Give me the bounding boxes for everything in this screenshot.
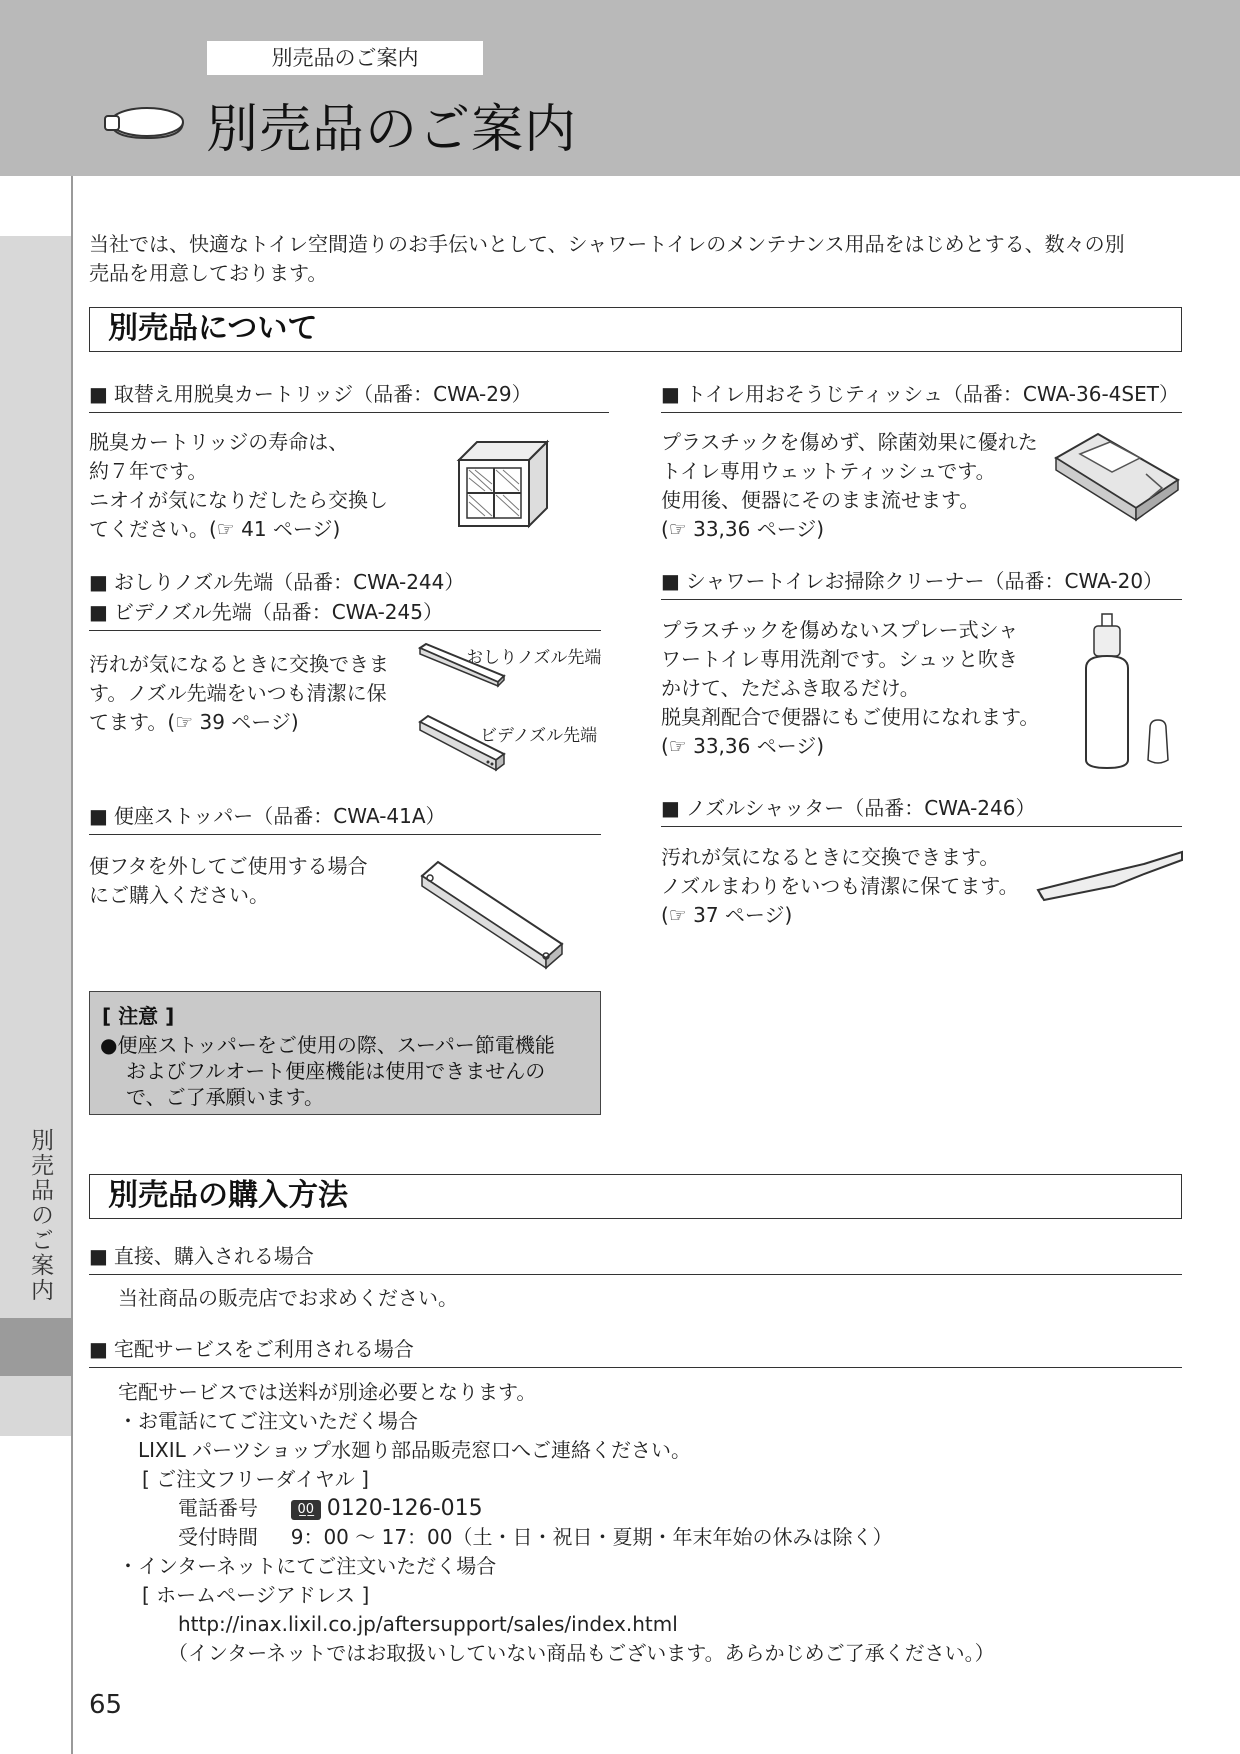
- homepage-url[interactable]: http://inax.lixil.co.jp/aftersupport/sales/index.html: [178, 1612, 678, 1636]
- item-line: プラスチックを傷めず、除菌効果に優れた: [661, 430, 1038, 454]
- square-bullet-icon: ■: [89, 1244, 108, 1268]
- delivery-line: （インターネットではお取扱いしていない商品もございます。あらかじめご了承ください。）: [168, 1641, 995, 1665]
- header-band: [0, 0, 1240, 176]
- square-bullet-icon: ■: [89, 804, 108, 828]
- item-line: ノズルまわりをいつも清潔に保てます。: [661, 874, 1019, 898]
- delivery-line: 宅配サービスでは送料が別途必要となります。: [118, 1380, 537, 1404]
- item-heading-text: トイレ用おそうじティッシュ（品番：CWA-36-4SET）: [685, 382, 1179, 406]
- caution-text: [100, 1032, 555, 1110]
- item-line: 便フタを外してご使用する場合: [89, 854, 368, 878]
- delivery-line: LIXIL パーツショップ水廻り部品販売窓口へご連絡ください。: [138, 1438, 691, 1462]
- item-line: (☞ 33,36 ページ): [661, 517, 825, 541]
- section-heading-about: 別売品について: [89, 307, 1182, 352]
- square-bullet-icon: ■: [89, 1337, 108, 1361]
- square-bullet-icon: ■: [89, 382, 108, 406]
- item-text-nozzle-tip: [89, 650, 409, 737]
- caution-line: で、ご了承願います。: [126, 1085, 324, 1109]
- purchase-direct-text: 当社商品の販売店でお求めください。: [118, 1286, 458, 1310]
- item-heading-cleaner: [661, 567, 1182, 600]
- item-text-cartridge: [89, 428, 419, 544]
- item-heading-shutter: [661, 794, 1182, 827]
- hours-label: 受付時間: [178, 1525, 258, 1549]
- item-line: かけて、ただふき取るだけ。: [661, 676, 920, 700]
- caution-line: ●便座ストッパーをご使用の際、スーパー節電機能: [100, 1033, 555, 1057]
- purchase-heading-direct: [89, 1242, 1182, 1275]
- toilet-seat-icon: [103, 104, 185, 148]
- item-line: トイレ専用ウェットティッシュです。: [661, 459, 996, 483]
- purchase-delivery-text: [118, 1378, 1178, 1668]
- delivery-line: [ ホームページアドレス ]: [142, 1583, 370, 1607]
- delivery-line: [ ご注文フリーダイヤル ]: [142, 1467, 369, 1491]
- item-heading-nozzle-tip-1: [89, 567, 609, 597]
- item-line: 脱臭カートリッジの寿命は、: [89, 430, 349, 454]
- item-text-shutter: [661, 843, 1041, 930]
- item-heading-text: 便座ストッパー（品番：CWA-41A）: [113, 804, 446, 828]
- side-tab-marker: [0, 1318, 71, 1376]
- delivery-line: ・インターネットにてご注文いただく場合: [118, 1554, 497, 1578]
- item-heading-nozzle-tip-2: [89, 598, 601, 631]
- rail-line: [71, 176, 73, 1754]
- item-line: ワートイレ専用洗剤です。シュッと吹き: [661, 647, 1018, 671]
- item-line: 約７年です。: [89, 459, 208, 483]
- item-line: にご購入ください。: [89, 883, 269, 907]
- item-line: 汚れが気になるときに交換できます。: [661, 845, 1000, 869]
- square-bullet-icon: ■: [661, 796, 680, 820]
- phone-number: 0120-126-015: [326, 1496, 483, 1521]
- square-bullet-icon: ■: [89, 600, 108, 624]
- intro-line: 当社では、快適なトイレ空間造りのお手伝いとして、シャワートイレのメンテナンス用品をはじめとする、数々の別: [89, 232, 1125, 256]
- item-heading-text: 宅配サービスをご利用される場合: [113, 1337, 414, 1361]
- item-line: (☞ 37 ページ): [661, 903, 793, 927]
- oshiri-nozzle-illustration: [418, 642, 508, 692]
- item-text-tissue: [661, 428, 1061, 544]
- item-line: ニオイが気になりだしたら交換し: [89, 488, 388, 512]
- hours-line: [118, 1523, 1178, 1552]
- stopper-illustration: [418, 858, 568, 982]
- page-title: 別売品のご案内: [206, 100, 578, 160]
- free-dial-icon: 0̲0̲: [291, 1500, 321, 1520]
- spray-bottle-illustration: [1080, 610, 1180, 778]
- square-bullet-icon: ■: [661, 569, 680, 593]
- item-line: てください。(☞ 41 ページ): [89, 517, 341, 541]
- item-line: 汚れが気になるときに交換できま: [89, 652, 389, 676]
- item-text-stopper: [89, 852, 409, 910]
- item-text-cleaner: [661, 616, 1081, 761]
- caption-bide-nozzle: ビデノズル先端: [480, 726, 598, 746]
- phone-label: 電話番号: [178, 1496, 258, 1520]
- caption-oshiri-nozzle: おしりノズル先端: [466, 648, 602, 668]
- item-heading-text: シャワートイレお掃除クリーナー（品番：CWA-20）: [685, 569, 1164, 593]
- nozzle-shutter-illustration: [1034, 842, 1184, 910]
- square-bullet-icon: ■: [89, 570, 108, 594]
- section-heading-purchase: 別売品の購入方法: [89, 1174, 1182, 1219]
- item-heading-tissue: [661, 380, 1182, 413]
- item-line: 脱臭剤配合で便器にもご使用になれます。: [661, 705, 1040, 729]
- hours-value: 9：00 〜 17：00（土・日・祝日・夏期・年末年始の休みは除く）: [290, 1525, 893, 1549]
- page-number: 65: [89, 1690, 123, 1720]
- item-heading-text: 直接、購入される場合: [113, 1244, 314, 1268]
- item-heading-text: おしりノズル先端（品番：CWA-244）: [113, 570, 465, 594]
- item-heading-text: 取替え用脱臭カートリッジ（品番：CWA-29）: [113, 382, 532, 406]
- item-line: 使用後、便器にそのまま流せます。: [661, 488, 980, 512]
- intro-line: 売品を用意しております。: [89, 261, 328, 285]
- item-heading-cartridge: [89, 380, 609, 413]
- item-heading-text: ビデノズル先端（品番：CWA-245）: [113, 600, 443, 624]
- side-chapter-label: 別売品のご案内: [27, 1128, 53, 1303]
- delivery-line: ・お電話にてご注文いただく場合: [118, 1409, 418, 1433]
- item-line: (☞ 33,36 ページ): [661, 734, 825, 758]
- item-line: す。ノズル先端をいつも清潔に保: [89, 681, 387, 705]
- item-line: プラスチックを傷めないスプレー式シャ: [661, 618, 1019, 642]
- cartridge-illustration: [455, 438, 550, 534]
- phone-line: [118, 1494, 1178, 1523]
- purchase-heading-delivery: [89, 1335, 1182, 1368]
- item-heading-stopper: [89, 802, 601, 835]
- caution-box: [89, 991, 601, 1115]
- intro-text: [89, 230, 1189, 288]
- tissue-pack-illustration: [1050, 428, 1182, 530]
- item-line: てます。(☞ 39 ページ): [89, 710, 299, 734]
- bide-nozzle-illustration: [418, 714, 508, 784]
- header-tab: 別売品のご案内: [207, 41, 483, 75]
- caution-line: およびフルオート便座機能は使用できませんの: [126, 1059, 546, 1083]
- square-bullet-icon: ■: [661, 382, 680, 406]
- item-heading-text: ノズルシャッター（品番：CWA-246）: [685, 796, 1036, 820]
- caution-title: [ 注意 ]: [102, 1004, 175, 1028]
